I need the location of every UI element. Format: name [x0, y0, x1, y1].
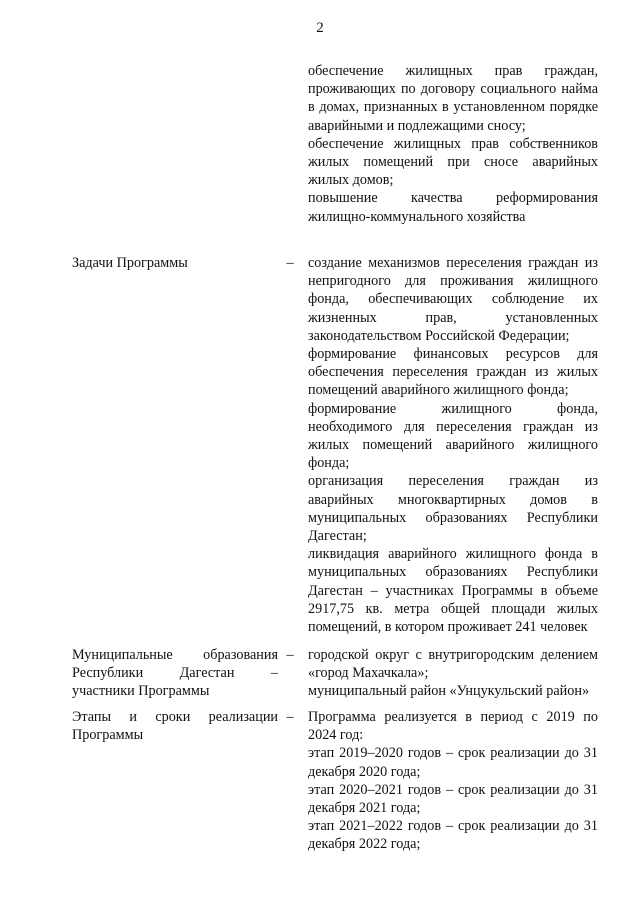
tasks-content: [308, 254, 598, 636]
stage-item: Программа реализуется в период с 2019 по 2024 год:: [308, 709, 598, 744]
municipality-item: городской округ с внутригородским делением «город Махачкала»;: [308, 647, 598, 682]
municipality-item: муниципальный район «Унцукульский район»: [308, 683, 590, 700]
page-number: 2: [316, 20, 324, 36]
stages-label: Этапы и сроки реализации Программы: [72, 709, 278, 744]
stage-item: этап 2021–2022 годов – срок реализации до 31 декабря 2022 года;: [308, 818, 598, 853]
tasks-label: Задачи Программы: [72, 255, 188, 271]
goal-item: обеспечение жилищных прав собственников жилых помещений при сносе аварийных жилых домов;: [308, 135, 598, 189]
stage-item: этап 2019–2020 годов – срок реализации до 31 декабря 2020 года;: [308, 745, 598, 780]
municipalities-label: Муниципальные образования Республики Дагестан – участники Программы: [72, 647, 278, 700]
task-item: создание механизмов переселения граждан из непригодного для проживания жилищного фонда, обеспечивающих соблюдение их жизненных прав, установленных законодательством Российской Федерации;: [308, 255, 598, 344]
municipalities-content: [308, 646, 598, 701]
stages-content: [308, 708, 598, 854]
dash-separator: –: [286, 255, 294, 271]
task-item: ликвидация аварийного жилищного фонда в муниципальных образованиях Республики Дагестан – участниках Программы в объеме 2917,75 кв. метра общей площади жилых помещений, в котором проживает 241 человек: [308, 546, 598, 636]
task-item: формирование жилищного фонда, необходимого для переселения граждан из жилых помещений аварийного жилищного фонда;: [308, 400, 598, 472]
dash-separator: –: [286, 709, 294, 725]
task-item: организация переселения граждан из аварийных многоквартирных домов в муниципальных образованиях Республики Дагестан;: [308, 473, 598, 545]
goals-continued: [308, 62, 598, 226]
stage-item: этап 2020–2021 годов – срок реализации до 31 декабря 2021 года;: [308, 781, 598, 817]
goal-item: повышение качества реформирования жилищно-коммунального хозяйства: [308, 190, 598, 225]
dash-separator: –: [286, 647, 294, 663]
goal-item: обеспечение жилищных прав граждан, проживающих по договору социального найма в домах, признанных в установленном порядке аварийными и подлежащими сносу;: [308, 63, 598, 134]
task-item: формирование финансовых ресурсов для обеспечения переселения граждан из жилых помещений аварийного жилищного фонда;: [308, 346, 598, 399]
